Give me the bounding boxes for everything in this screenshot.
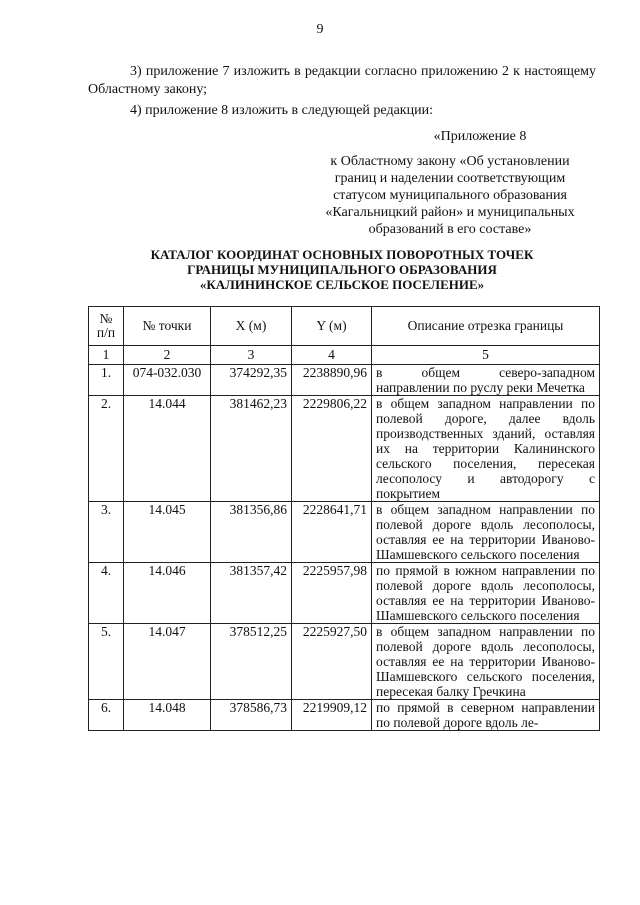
row-desc: по прямой в северном направлении по полевой дороге вдоль ле- bbox=[372, 700, 600, 731]
row-y: 2225927,50 bbox=[292, 624, 372, 700]
row-point: 14.045 bbox=[124, 502, 211, 563]
paragraph-item-3: 3) приложение 7 изложить в редакции согласно приложению 2 к настоящему Областному закону; bbox=[88, 64, 596, 97]
table-row bbox=[89, 700, 600, 731]
row-y: 2219909,12 bbox=[292, 700, 372, 731]
row-point: 14.048 bbox=[124, 700, 211, 731]
row-desc: в общем западном направлении по полевой дороге вдоль лесополосы, оставляя ее на территории Иваново-Шамшевского сельского поселения, пересекая балку Гречкина bbox=[372, 624, 600, 700]
row-x: 378512,25 bbox=[211, 624, 292, 700]
row-num: 4. bbox=[89, 563, 124, 624]
header-desc: Описание отрезка границы bbox=[372, 307, 600, 346]
row-x: 378586,73 bbox=[211, 700, 292, 731]
page-number: 9 bbox=[316, 22, 324, 37]
row-desc: по прямой в южном направлении по полевой дороге вдоль лесополосы, оставляя ее на территории Иваново-Шамшевского сельского поселения bbox=[372, 563, 600, 624]
row-desc: в общем западном направлении по полевой дороге, далее вдоль производственных зданий, оставляя их на территории Калининского сельского поселения, пересекая лесополосу и автодорогу с покрытием bbox=[372, 396, 600, 502]
row-x: 381356,86 bbox=[211, 502, 292, 563]
catalog-title-line: КАТАЛОГ КООРДИНАТ ОСНОВНЫХ ПОВОРОТНЫХ ТОЧЕК bbox=[150, 247, 534, 262]
row-num: 2. bbox=[89, 396, 124, 502]
row-point: 14.046 bbox=[124, 563, 211, 624]
table-row bbox=[89, 624, 600, 700]
table-row bbox=[89, 502, 600, 563]
paragraph-item-4: 4) приложение 8 изложить в следующей редакции: bbox=[130, 103, 433, 118]
row-desc: в общем северо-западном направлении по руслу реки Мечетка bbox=[372, 365, 600, 396]
catalog-title-line: «КАЛИНИНСКОЕ СЕЛЬСКОЕ ПОСЕЛЕНИЕ» bbox=[199, 277, 485, 292]
header-y: Y (м) bbox=[292, 307, 372, 346]
row-num: 6. bbox=[89, 700, 124, 731]
row-y: 2225957,98 bbox=[292, 563, 372, 624]
row-x: 381462,23 bbox=[211, 396, 292, 502]
row-y: 2238890,96 bbox=[292, 365, 372, 396]
row-x: 381357,42 bbox=[211, 563, 292, 624]
column-number: 1 bbox=[89, 346, 124, 365]
coordinates-table bbox=[88, 306, 600, 731]
row-point: 14.047 bbox=[124, 624, 211, 700]
header-num: № п/п bbox=[89, 307, 124, 346]
row-num: 1. bbox=[89, 365, 124, 396]
table-row bbox=[89, 563, 600, 624]
header-x: X (м) bbox=[211, 307, 292, 346]
catalog-title bbox=[88, 247, 596, 292]
column-number: 4 bbox=[292, 346, 372, 365]
appendix-line: границ и наделении соответствующим bbox=[334, 171, 566, 186]
row-num: 3. bbox=[89, 502, 124, 563]
appendix-title: «Приложение 8 bbox=[433, 129, 527, 144]
appendix-line: «Кагальницкий район» и муниципальных bbox=[325, 205, 575, 220]
table-row bbox=[89, 365, 600, 396]
appendix-heading bbox=[300, 128, 600, 238]
column-number-row bbox=[89, 346, 600, 365]
appendix-line: статусом муниципального образования bbox=[333, 188, 567, 203]
catalog-title-line: ГРАНИЦЫ МУНИЦИПАЛЬНОГО ОБРАЗОВАНИЯ bbox=[187, 262, 497, 277]
row-x: 374292,35 bbox=[211, 365, 292, 396]
appendix-line: к Областному закону «Об установлении bbox=[330, 154, 570, 169]
row-point: 14.044 bbox=[124, 396, 211, 502]
column-number: 3 bbox=[211, 346, 292, 365]
row-y: 2228641,71 bbox=[292, 502, 372, 563]
table-header-row bbox=[89, 307, 600, 346]
header-point: № точки bbox=[124, 307, 211, 346]
column-number: 2 bbox=[124, 346, 211, 365]
column-number: 5 bbox=[372, 346, 600, 365]
table-row bbox=[89, 396, 600, 502]
row-num: 5. bbox=[89, 624, 124, 700]
appendix-line: образований в его составе» bbox=[368, 222, 532, 237]
row-y: 2229806,22 bbox=[292, 396, 372, 502]
row-point: 074-032.030 bbox=[124, 365, 211, 396]
row-desc: в общем западном направлении по полевой дороге вдоль лесополосы, оставляя ее на территории Иваново-Шамшевского сельского поселения bbox=[372, 502, 600, 563]
